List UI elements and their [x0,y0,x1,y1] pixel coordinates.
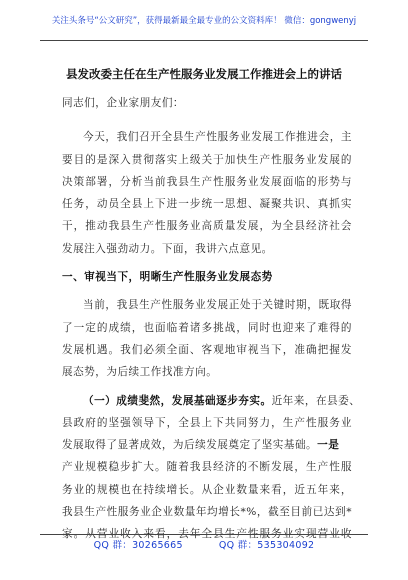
paragraph-line: 发展注入强劲动力。下面，我讲六点意见。 [62,242,273,255]
paragraph-line: 任务，动员全县上下进一步统一思想、凝聚共识、真抓实 [62,198,352,211]
paragraph-line: 产业规模稳步扩大。随着我县经济的不断发展，生产性服 [62,461,352,474]
paragraph-text: 发展取得了显著成效，为后续发展奠定了坚实基础。 [62,439,318,452]
paragraph-text: 近年来，在县委、 [271,394,361,407]
document-title: 县发改委主任在生产性服务业发展工作推进会上的讲话 [66,67,342,81]
paragraph-line: 县政府的坚强领导下，全县上下共同努力，生产性服务业 [62,416,352,429]
header-promo: 关注头条号“公文研究”，获得最新最全最专业的公文资料库！ 微信：gongwenyj [51,16,357,26]
document-body [62,92,361,546]
footer-qq-group-2: QQ 群：535304092 [218,540,315,551]
paragraph-line: 了一定的成绩，也面临着诸多挑战，同时也迎来了难得的 [62,321,352,334]
paragraph-line: 展态势，为后续工作找准方向。 [62,366,218,379]
footer-qq-group-1: QQ 群：30265665 [93,540,183,551]
paragraph-line: 务业的规模也在持续增长。从企业数量来看，近五年来， [62,483,352,496]
paragraph-line: 我县生产性服务业企业数量年均增长*%，截至目前已达到* [62,506,352,519]
paragraph-line: 要目的是深入贯彻落实上级关于加快生产性服务业发展的 [62,153,352,166]
paragraph-line: 当前，我县生产性服务业发展正处于关键时期，既取得 [83,299,352,312]
paragraph-line: 家。从营业收入来看，去年全县生产性服务业实现营业收 [62,528,352,541]
paragraph-line: 今天，我们召开全县生产性服务业发展工作推进会，主 [83,131,352,144]
subsection-line [62,390,361,412]
header-divider [40,40,368,41]
footer-divider [40,534,368,535]
greeting: 同志们，企业家朋友们： [62,97,185,109]
paragraph-line [62,434,352,456]
paragraph-line: 干，推动我县生产性服务业高质量发展，为全县经济社会 [62,220,352,233]
paragraph-line: 发展机遇。我们必须全面、客观地审视当下，准确把握发 [62,343,352,356]
bold-inline-marker: 一是 [317,439,340,452]
subsection-heading: （一）成绩斐然，发展基础逐步夯实。 [83,394,272,407]
section-heading: 一、审视当下，明晰生产性服务业发展态势 [62,271,273,284]
paragraph-line: 决策部署，分析当前我县生产性服务业发展面临的形势与 [62,175,352,188]
footer-contact [0,537,408,551]
